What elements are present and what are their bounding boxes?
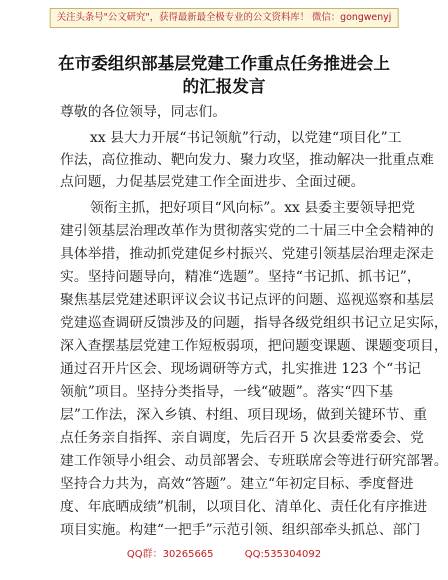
body-line: 点任务亲自指挥、亲自调度，先后召开 5 次县委常委会、党 xyxy=(60,430,424,446)
footer-qq-contact: QQ:535304092 xyxy=(244,549,322,560)
body-line: 点问题，力促基层党建工作全面进步、全面过硬。 xyxy=(60,174,365,190)
body-line: 度、年底晒成绩”机制，以项目化、清单化、责任化有序推进 xyxy=(60,499,428,515)
body-line: 党建巡查调研反馈涉及的问题，指导各级党组织书记立足实际， xyxy=(60,315,448,331)
body-line: 聚焦基层党建述职评议会议书记点评的问题、巡视巡察和基层 xyxy=(60,292,434,308)
body-line: 通过召开片区会、现场调研等方式，扎实推进 123 个“书记 xyxy=(60,361,421,377)
title-line-1: 在市委组织部基层党建工作重点任务推进会上 xyxy=(58,53,390,73)
salutation-line: 尊敬的各位领导，同志们。 xyxy=(60,104,227,120)
body-line: 具体举措，推动抓党建促乡村振兴、党建引领基层治理走深走 xyxy=(60,246,434,262)
body-line: 建工作领导小组会、动员部署会、专班联席会等进行研究部署。 xyxy=(60,453,448,469)
body-line: 作法，高位推动、靶向发力、聚力攻坚，推动解决一批重点难 xyxy=(60,152,434,168)
promo-banner: 关注头条号"公文研究"，获得最新最全极专业的公文资料库！ 微信：gongwenyj xyxy=(50,8,399,28)
title-line-2: 的汇报发言 xyxy=(182,76,266,96)
body-line: 领衔主抓，把好项目“风向标”。xx 县委主要领导把党 xyxy=(90,200,416,216)
body-line: 领航”项目。坚持分类指导，一线“破题”。落实“四下基 xyxy=(60,384,394,400)
body-line: 层”工作法，深入乡镇、村组、项目现场，做到关键环节、重 xyxy=(60,407,428,423)
body-line: 项目实施。构建“一把手”示范引领、组织部牵头抓总、部门 xyxy=(60,522,421,538)
body-line: 坚持合力共为，高效“答题”。建立“年初定目标、季度督进 xyxy=(60,476,414,492)
footer-qq-group: QQ群：30265665 xyxy=(126,549,214,560)
body-line: 建引领基层治理改革作为贯彻落实党的二十届三中全会精神的 xyxy=(60,223,434,239)
body-line: xx 县大力开展“书记领航”行动，以党建“项目化”工 xyxy=(90,130,402,146)
page-footer xyxy=(0,545,448,560)
body-line: 实。坚持问题导向，精准“选题”。坚持“书记抓、抓书记”， xyxy=(60,269,421,285)
body-line: 深入查摆基层党建工作短板弱项，把问题变课题、课题变项目， xyxy=(60,338,448,354)
